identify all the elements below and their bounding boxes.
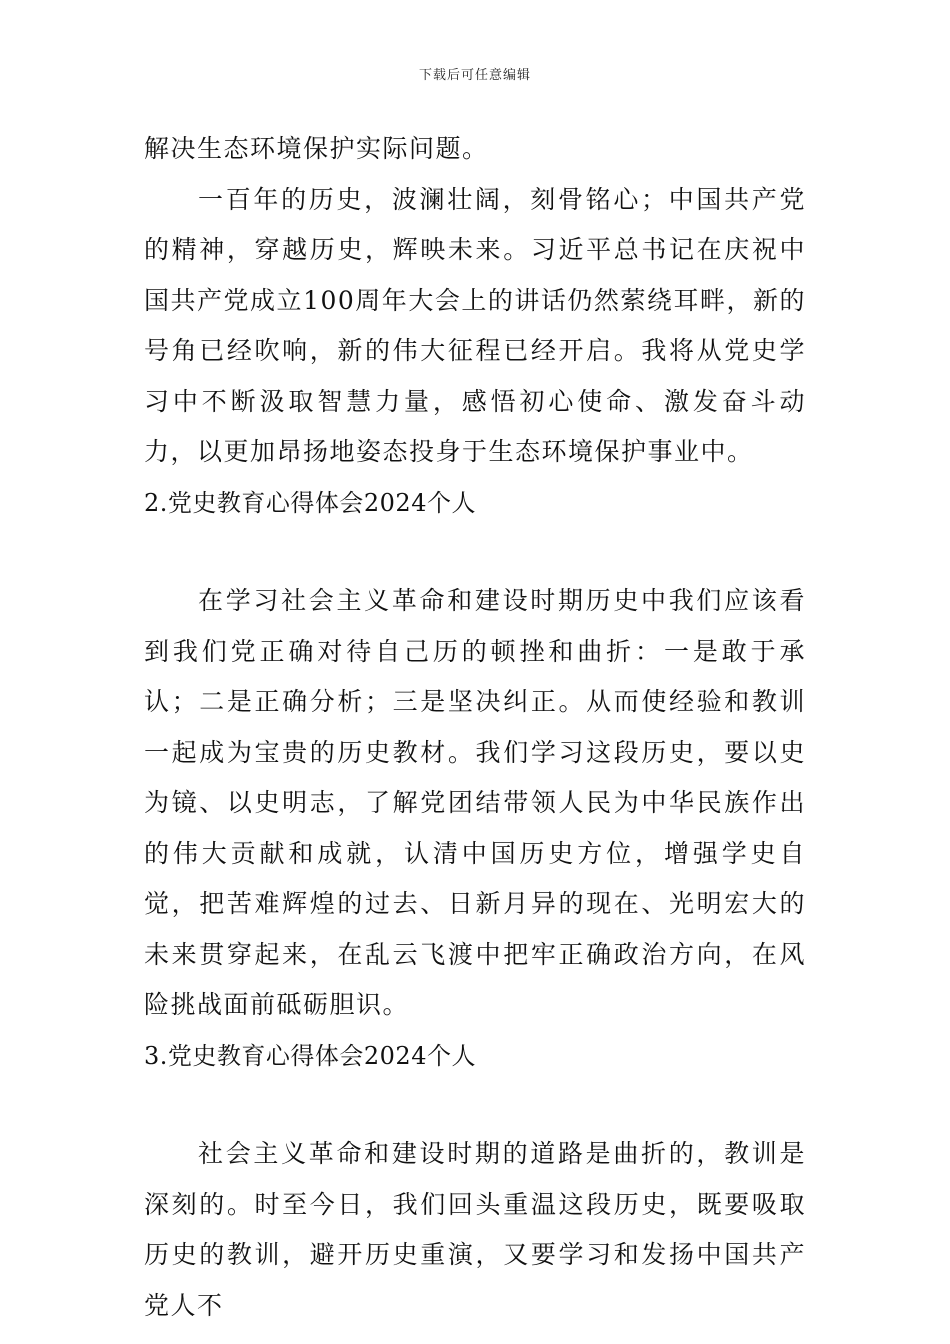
paragraph-3: 在学习社会主义革命和建设时期历史中我们应该看到我们党正确对待自己历的顿挫和曲折：一是敢于承认；二是正确分析；三是坚决纠正。从而使经验和教训一起成为宝贵的历史教材。我们学习这段历史，要以史为镜、以史明志，了解党团结带领人民为中华民族作出的伟大贡献和成就，认清中国历史方位，增强学史自觉，把苦难辉煌的过去、日新月异的现在、光明宏大的未来贯穿起来，在乱云飞渡中把牢正确政治方向，在风险挑战面前砥砺胆识。 [144,586,806,1019]
paragraph-4: 社会主义革命和建设时期的道路是曲折的，教训是深刻的。时至今日，我们回头重温这段历史，既要吸取历史的教训，避开历史重演，又要学习和发扬中国共产党人不 [144,1139,806,1320]
blank-line [144,1081,806,1129]
document-body [144,124,806,1331]
blank-line [144,528,806,576]
paragraph-2: 一百年的历史，波澜壮阔，刻骨铭心；中国共产党的精神，穿越历史，辉映未来。习近平总书记在庆祝中国共产党成立100周年大会上的讲话仍然萦绕耳畔，新的号角已经吹响，新的伟大征程已经开启。我将从党史学习中不断汲取智慧力量，感悟初心使命、激发奋斗动力，以更加昂扬地姿态投身于生态环境保护事业中。 [144,184,806,466]
section-heading-2: 2.党史教育心得体会2024个人 [144,488,476,517]
section-heading-3: 3.党史教育心得体会2024个人 [144,1041,476,1070]
page-header-note: 下载后可任意编辑 [418,68,531,83]
paragraph-1: 解决生态环境保护实际问题。 [144,134,489,163]
